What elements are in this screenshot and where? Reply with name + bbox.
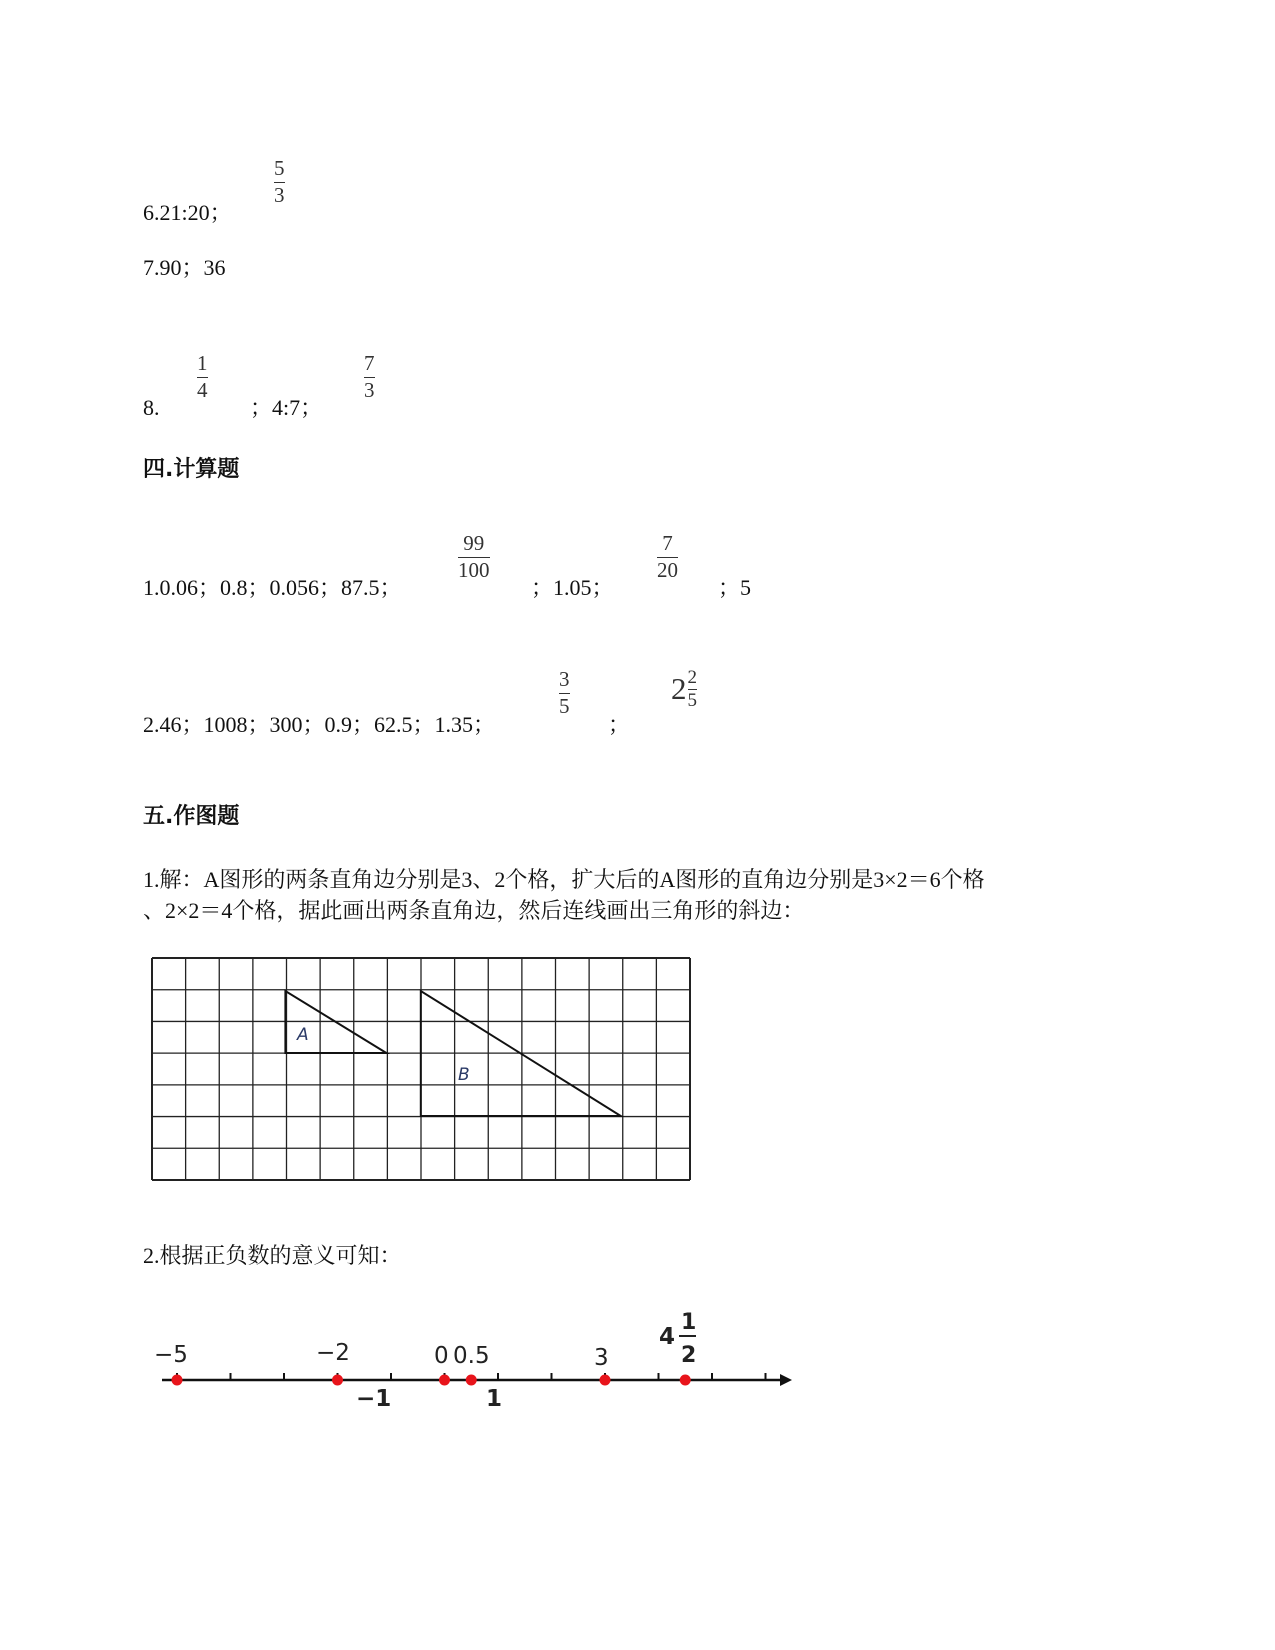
- grid-figure: [150, 956, 692, 1184]
- fraction-1-4: 1 4: [197, 351, 208, 402]
- label-0: 0: [434, 1343, 449, 1369]
- number-line-point: [680, 1375, 691, 1386]
- label-minus-5: −5: [154, 1342, 188, 1368]
- section-heading-calculation: 四.计算题: [143, 457, 240, 482]
- calc-answer-2-text: 2.46；1008；300；0.9；62.5；1.35；: [143, 712, 496, 737]
- label-minus-1: −1: [356, 1386, 392, 1412]
- fraction-99-100: 99 100: [458, 531, 490, 582]
- drawing-answer-2: 2.根据正负数的意义可知：: [143, 1243, 402, 1268]
- answer-8-mid: ；4:7；: [250, 395, 323, 420]
- number-line-point: [332, 1375, 343, 1386]
- number-line-point: [439, 1375, 450, 1386]
- number-line-arrow: [780, 1374, 792, 1386]
- drawing-answer-1-line2: 、2×2＝4个格，据此画出两条直角边，然后连线画出三角形的斜边：: [143, 898, 805, 923]
- fraction-3-5: 3 5: [559, 667, 570, 718]
- number-line-figure: [150, 1300, 800, 1415]
- answer-6: 6.21:20；: [143, 200, 232, 225]
- section-heading-drawing: 五.作图题: [143, 804, 240, 829]
- calc-answer-1-mid: ；1.05；: [531, 575, 614, 600]
- calc-answer-1-end: ；5: [718, 575, 752, 600]
- number-line-point: [600, 1375, 611, 1386]
- answer-8-prefix: 8.: [143, 395, 160, 420]
- label-3: 3: [594, 1345, 609, 1371]
- calc-answer-1-text: 1.0.06；0.8；0.056；87.5；: [143, 575, 402, 600]
- triangle-a-label: A: [297, 1025, 309, 1045]
- triangle-b-label: B: [458, 1065, 470, 1085]
- label-4-num: 1: [681, 1310, 697, 1335]
- calc-answer-2-end: ；: [608, 712, 631, 737]
- fraction-7-20: 7 20: [657, 531, 678, 582]
- label-4-and-half: [659, 1310, 696, 1368]
- label-4-whole: 4: [659, 1324, 676, 1350]
- number-line-point: [172, 1375, 183, 1386]
- label-minus-2: −2: [316, 1340, 350, 1366]
- answer-7: 7.90；36: [143, 255, 226, 280]
- number-line-point: [466, 1375, 477, 1386]
- drawing-answer-1-line1: 1.解：A图形的两条直角边分别是3、2个格，扩大后的A图形的直角边分别是3×2＝6个格: [143, 867, 985, 892]
- fraction-7-3: 7 3: [364, 351, 375, 402]
- label-4-den: 2: [681, 1343, 697, 1368]
- label-1: 1: [486, 1386, 503, 1412]
- mixed-number-2-2-5: 2 $\frac{2}{5}$: [671, 667, 697, 711]
- label-0-5: 0.5: [453, 1343, 490, 1369]
- fraction-5-3: 5 3: [274, 156, 285, 207]
